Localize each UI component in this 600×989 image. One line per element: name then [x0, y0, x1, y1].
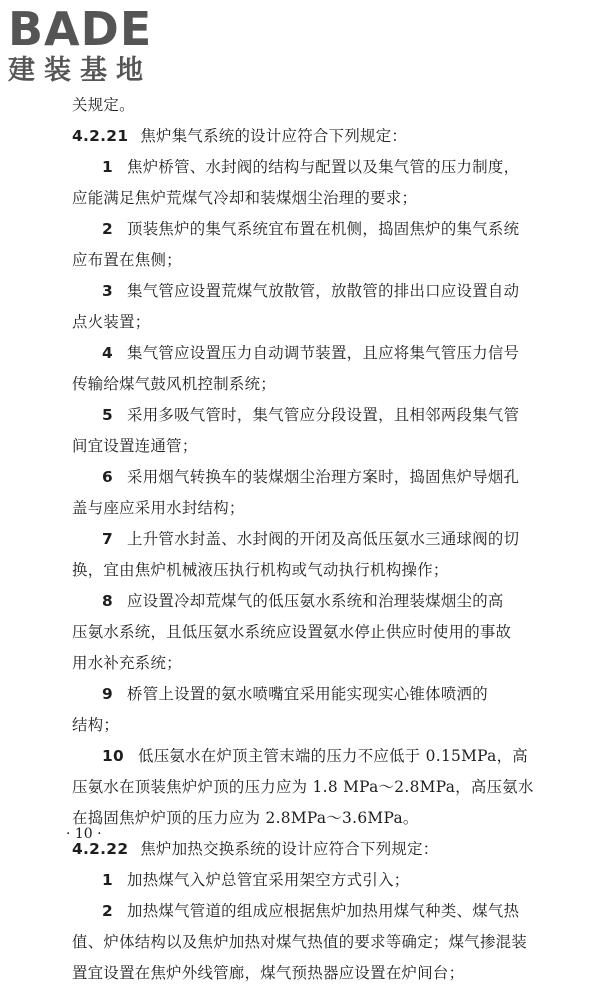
text-line: [72, 369, 552, 400]
logo-wordmark: BADE: [8, 2, 153, 56]
text-line: [72, 338, 552, 369]
section-heading: [72, 834, 552, 865]
text-line: [72, 307, 552, 338]
text-line: [72, 896, 552, 927]
line-text: 应设置冷却荒煤气的低压氨水系统和治理装煤烟尘的高: [127, 592, 504, 610]
document-body: [72, 90, 552, 989]
line-text: 焦炉桥管、水封阀的结构与配置以及集气管的压力制度，: [127, 158, 520, 176]
logo-subtitle: 建装基地: [8, 55, 152, 86]
bade-logo: [8, 2, 178, 90]
text-line: [72, 803, 552, 834]
text-line: [72, 183, 552, 214]
text-line: [72, 586, 552, 617]
line-text: 低压氨水在炉顶主管末端的压力不应低于 0.15MPa，高: [138, 747, 529, 765]
line-text: 压氨水系统，且低压氨水系统应设置氨水停止供应时使用的事故: [72, 623, 512, 641]
line-text: 焦炉集气系统的设计应符合下列规定：: [140, 127, 408, 145]
text-line: [72, 679, 552, 710]
section-number: 4.2.21: [72, 127, 129, 145]
text-line: [72, 90, 552, 121]
clause-number: 6: [102, 468, 114, 486]
line-text: 在捣固焦炉炉顶的压力应为 2.8MPa～3.6MPa。: [72, 809, 419, 827]
clause-number: 2: [102, 220, 114, 238]
clause-number: 9: [102, 685, 114, 703]
text-line: [72, 555, 552, 586]
line-text: 集气管应设置压力自动调节装置，且应将集气管压力信号: [127, 344, 520, 362]
line-text: 加热煤气管道的组成应根据焦炉加热用煤气种类、煤气热: [127, 902, 520, 920]
text-line: [72, 214, 552, 245]
clause-number: 5: [102, 406, 114, 424]
page-number: · 10 ·: [66, 826, 102, 842]
clause-number: 1: [102, 158, 114, 176]
line-text: 顶装焦炉的集气系统宜布置在机侧，捣固焦炉的集气系统: [127, 220, 520, 238]
line-text: 用水补充系统；: [72, 654, 182, 672]
line-text: 点火装置；: [72, 313, 151, 331]
line-text: 采用多吸气管时，集气管应分段设置，且相邻两段集气管: [127, 406, 520, 424]
text-line: [72, 958, 552, 989]
clause-number: 10: [102, 747, 125, 765]
line-text: 焦炉加热交换系统的设计应符合下列规定：: [140, 840, 439, 858]
line-text: 传输给煤气鼓风机控制系统；: [72, 375, 276, 393]
line-text: 上升管水封盖、水封阀的开闭及高低压氨水三通球阀的切: [127, 530, 520, 548]
section-heading: [72, 121, 552, 152]
line-text: 集气管应设置荒煤气放散管，放散管的排出口应设置自动: [127, 282, 520, 300]
text-line: [72, 493, 552, 524]
text-line: [72, 772, 552, 803]
clause-number: 8: [102, 592, 114, 610]
clause-number: 4: [102, 344, 114, 362]
text-line: [72, 710, 552, 741]
text-line: [72, 865, 552, 896]
text-line: [72, 276, 552, 307]
text-line: [72, 617, 552, 648]
text-line: [72, 431, 552, 462]
line-text: 结构；: [72, 716, 120, 734]
text-line: [72, 741, 552, 772]
text-line: [72, 400, 552, 431]
text-line: [72, 245, 552, 276]
text-line: [72, 648, 552, 679]
line-text: 加热煤气入炉总管宜采用架空方式引入；: [127, 871, 410, 889]
line-text: 关规定。: [72, 96, 135, 114]
line-text: 应布置在焦侧；: [72, 251, 182, 269]
text-line: [72, 462, 552, 493]
section-number: 4.2.22: [72, 840, 129, 858]
line-text: 间宜设置连通管；: [72, 437, 198, 455]
clause-number: 3: [102, 282, 114, 300]
line-text: 值、炉体结构以及焦炉加热对煤气热值的要求等确定；煤气掺混装: [72, 933, 528, 951]
line-text: 桥管上设置的氨水喷嘴宜采用能实现实心锥体喷洒的: [127, 685, 488, 703]
line-text: 应能满足焦炉荒煤气冷却和装煤烟尘治理的要求；: [72, 189, 418, 207]
line-text: 盖与座应采用水封结构；: [72, 499, 245, 517]
clause-number: 1: [102, 871, 114, 889]
line-text: 压氨水在顶装焦炉炉顶的压力应为 1.8 MPa～2.8MPa，高压氨水: [72, 778, 534, 796]
clause-number: 2: [102, 902, 114, 920]
text-line: [72, 524, 552, 555]
line-text: 采用烟气转换车的装煤烟尘治理方案时，捣固焦炉导烟孔: [127, 468, 520, 486]
line-text: 换，宜由焦炉机械液压执行机构或气动执行机构操作；: [72, 561, 449, 579]
text-line: [72, 152, 552, 183]
line-text: 置宜设置在焦炉外线管廊，煤气预热器应设置在炉间台；: [72, 964, 465, 982]
clause-number: 7: [102, 530, 114, 548]
text-line: [72, 927, 552, 958]
